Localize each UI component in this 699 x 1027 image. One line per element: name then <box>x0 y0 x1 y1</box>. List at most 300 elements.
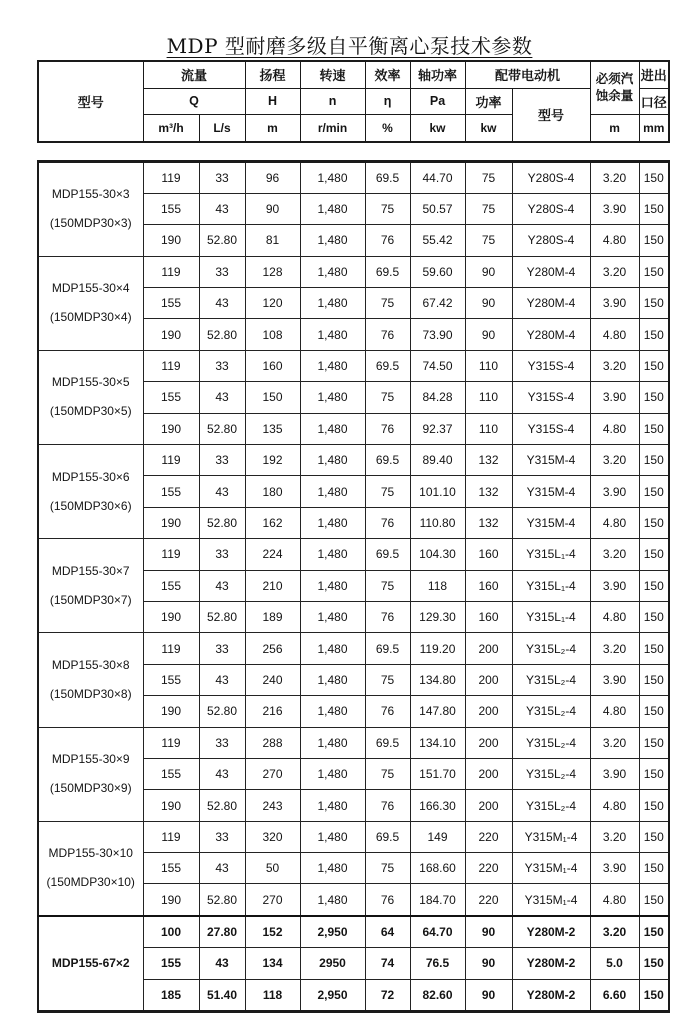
data-cell: 160 <box>465 570 512 601</box>
pump-model: MDP155-30×5 <box>51 375 130 390</box>
data-cell: 1,480 <box>300 884 365 916</box>
data-cell: 155 <box>143 948 199 979</box>
data-cell: 119 <box>143 633 199 664</box>
data-cell: Y315S-4 <box>512 350 590 381</box>
data-cell: 59.60 <box>410 256 465 287</box>
data-cell: 75 <box>365 758 410 789</box>
data-cell: 180 <box>245 476 300 507</box>
data-cell: 220 <box>465 853 512 884</box>
pump-model-cell <box>38 161 143 256</box>
data-cell: 52.80 <box>199 319 245 350</box>
unit-head-m: m <box>245 115 300 142</box>
data-cell: 43 <box>199 570 245 601</box>
data-cell: 69.5 <box>365 633 410 664</box>
data-cell: 100 <box>143 916 199 948</box>
data-cell: 3.90 <box>590 476 639 507</box>
data-cell: 190 <box>143 884 199 916</box>
data-cell: 69.5 <box>365 161 410 193</box>
data-cell: 1,480 <box>300 601 365 632</box>
data-cell: 52.80 <box>199 884 245 916</box>
data-cell: 1,480 <box>300 445 365 476</box>
data-cell: 1,480 <box>300 758 365 789</box>
data-cell: 150 <box>639 790 669 821</box>
data-cell: 190 <box>143 790 199 821</box>
data-cell: 150 <box>639 821 669 852</box>
data-cell: 69.5 <box>365 256 410 287</box>
data-cell: 3.90 <box>590 853 639 884</box>
data-cell: 69.5 <box>365 821 410 852</box>
data-cell: 155 <box>143 193 199 224</box>
data-cell: 90 <box>465 319 512 350</box>
data-cell: 119 <box>143 539 199 570</box>
data-cell: 1,480 <box>300 225 365 256</box>
data-cell: 52.80 <box>199 601 245 632</box>
data-cell: 82.60 <box>410 979 465 1011</box>
data-cell: 220 <box>465 884 512 916</box>
data-cell: 119 <box>143 350 199 381</box>
data-cell: Y315L₁-4 <box>512 601 590 632</box>
npsh-label-line1: 必须汽 <box>595 72 634 86</box>
data-cell: 1,480 <box>300 161 365 193</box>
data-cell: 2,950 <box>300 916 365 948</box>
data-cell: 3.20 <box>590 821 639 852</box>
data-cell: 74 <box>365 948 410 979</box>
unit-m3h: m³/h <box>143 115 199 142</box>
data-cell: 3.90 <box>590 758 639 789</box>
data-cell: 119.20 <box>410 633 465 664</box>
data-cell: 256 <box>245 633 300 664</box>
data-cell: 67.42 <box>410 288 465 319</box>
data-cell: Y315L₂-4 <box>512 727 590 758</box>
data-cell: 155 <box>143 758 199 789</box>
data-cell: 43 <box>199 382 245 413</box>
data-cell: 190 <box>143 319 199 350</box>
data-cell: 200 <box>465 696 512 727</box>
data-cell: 135 <box>245 413 300 444</box>
data-cell: 81 <box>245 225 300 256</box>
data-cell: 134 <box>245 948 300 979</box>
data-cell: 76 <box>365 601 410 632</box>
data-cell: 76 <box>365 696 410 727</box>
data-cell: Y315L₂-4 <box>512 664 590 695</box>
data-cell: 33 <box>199 161 245 193</box>
data-cell: 150 <box>639 696 669 727</box>
data-cell: 33 <box>199 445 245 476</box>
data-cell: 150 <box>639 413 669 444</box>
col-header-flow: 流量 <box>143 61 245 88</box>
data-cell: 119 <box>143 821 199 852</box>
pump-model-cell <box>38 633 143 727</box>
data-cell: 75 <box>365 288 410 319</box>
col-header-flow-symbol: Q <box>143 88 245 115</box>
data-cell: 90 <box>465 916 512 948</box>
data-cell: 150 <box>639 350 669 381</box>
pump-model-alias: (150MDP30×6) <box>49 498 132 513</box>
data-cell: 2950 <box>300 948 365 979</box>
data-cell: 192 <box>245 445 300 476</box>
data-cell: Y315L₂-4 <box>512 758 590 789</box>
npsh-label-line2: 蚀余量 <box>595 89 634 103</box>
data-cell: 52.80 <box>199 413 245 444</box>
data-cell: 89.40 <box>410 445 465 476</box>
data-cell: 150 <box>639 570 669 601</box>
data-cell: 43 <box>199 193 245 224</box>
pump-model-alias: (150MDP30×4) <box>49 310 132 325</box>
pump-model: MDP155-30×3 <box>51 187 130 202</box>
data-cell: 4.80 <box>590 507 639 538</box>
col-header-efficiency-symbol: η <box>365 88 410 115</box>
col-header-head: 扬程 <box>245 61 300 88</box>
table-row <box>38 633 669 664</box>
data-cell: 119 <box>143 727 199 758</box>
col-header-efficiency: 效率 <box>365 61 410 88</box>
data-cell: 200 <box>465 664 512 695</box>
data-cell: 73.90 <box>410 319 465 350</box>
data-cell: 76 <box>365 507 410 538</box>
data-cell: 166.30 <box>410 790 465 821</box>
data-cell: 162 <box>245 507 300 538</box>
data-cell: Y315M₁-4 <box>512 884 590 916</box>
data-cell: 155 <box>143 853 199 884</box>
col-header-shaft-power-symbol: Pa <box>410 88 465 115</box>
data-cell: 240 <box>245 664 300 695</box>
data-cell: 150 <box>639 507 669 538</box>
pump-model-alias: (150MDP30×5) <box>49 404 132 419</box>
data-cell: 190 <box>143 507 199 538</box>
table-row <box>38 727 669 758</box>
unit-ls: L/s <box>199 115 245 142</box>
data-cell: 72 <box>365 979 410 1011</box>
data-cell: 6.60 <box>590 979 639 1011</box>
data-cell: 64.70 <box>410 916 465 948</box>
data-cell: 51.40 <box>199 979 245 1011</box>
data-cell: 75 <box>365 570 410 601</box>
data-cell: 1,480 <box>300 633 365 664</box>
data-cell: 2,950 <box>300 979 365 1011</box>
data-cell: 108 <box>245 319 300 350</box>
data-cell: 43 <box>199 476 245 507</box>
data-cell: Y315L₂-4 <box>512 696 590 727</box>
data-cell: 150 <box>639 319 669 350</box>
data-cell: 76 <box>365 413 410 444</box>
spec-table-header <box>37 60 670 143</box>
data-cell: 132 <box>465 476 512 507</box>
data-cell: 43 <box>199 288 245 319</box>
data-cell: 76 <box>365 225 410 256</box>
col-header-port-line1: 进出 <box>639 61 669 88</box>
data-cell: Y280S-4 <box>512 193 590 224</box>
data-cell: 185 <box>143 979 199 1011</box>
data-cell: Y280M-2 <box>512 916 590 948</box>
data-cell: 92.37 <box>410 413 465 444</box>
data-cell: 150 <box>639 948 669 979</box>
data-cell: 149 <box>410 821 465 852</box>
data-cell: 55.42 <box>410 225 465 256</box>
table-row <box>38 821 669 852</box>
data-cell: 119 <box>143 445 199 476</box>
data-cell: 90 <box>465 979 512 1011</box>
data-cell: 43 <box>199 853 245 884</box>
data-cell: 119 <box>143 256 199 287</box>
data-cell: 155 <box>143 664 199 695</box>
data-cell: 33 <box>199 256 245 287</box>
page-title <box>0 33 699 59</box>
data-cell: 1,480 <box>300 853 365 884</box>
data-cell: 52.80 <box>199 507 245 538</box>
data-cell: 150 <box>639 853 669 884</box>
col-header-shaft-power: 轴功率 <box>410 61 465 88</box>
col-header-port-line2: 口径 <box>639 88 669 115</box>
data-cell: 155 <box>143 476 199 507</box>
data-cell: 110 <box>465 382 512 413</box>
data-cell: 33 <box>199 633 245 664</box>
data-cell: 1,480 <box>300 727 365 758</box>
data-cell: 151.70 <box>410 758 465 789</box>
data-cell: 200 <box>465 727 512 758</box>
data-cell: 69.5 <box>365 539 410 570</box>
table-row <box>38 350 669 381</box>
data-cell: 110 <box>465 413 512 444</box>
data-cell: 75 <box>465 161 512 193</box>
col-header-npsh <box>590 61 639 115</box>
data-cell: 190 <box>143 601 199 632</box>
data-cell: 1,480 <box>300 539 365 570</box>
pump-model-alias: (150MDP30×8) <box>49 686 132 701</box>
data-cell: 150 <box>639 256 669 287</box>
data-cell: 75 <box>365 664 410 695</box>
spec-table <box>37 160 670 1014</box>
data-cell: Y280M-2 <box>512 948 590 979</box>
data-cell: 168.60 <box>410 853 465 884</box>
data-cell: 90 <box>465 948 512 979</box>
data-cell: 110 <box>465 350 512 381</box>
unit-shaft-kw: kw <box>410 115 465 142</box>
pump-model: MDP155-30×9 <box>51 752 130 767</box>
data-cell: 150 <box>639 633 669 664</box>
data-cell: 3.20 <box>590 727 639 758</box>
data-cell: 184.70 <box>410 884 465 916</box>
pump-model-cell <box>38 821 143 916</box>
data-cell: 216 <box>245 696 300 727</box>
data-cell: 150 <box>639 476 669 507</box>
data-cell: 50.57 <box>410 193 465 224</box>
data-cell: 147.80 <box>410 696 465 727</box>
data-cell: 3.20 <box>590 445 639 476</box>
table-row <box>38 539 669 570</box>
data-cell: 43 <box>199 948 245 979</box>
data-cell: 150 <box>639 539 669 570</box>
data-cell: 150 <box>639 727 669 758</box>
data-cell: 75 <box>365 853 410 884</box>
col-header-motor: 配带电动机 <box>465 61 590 88</box>
data-cell: 150 <box>639 193 669 224</box>
data-cell: 69.5 <box>365 727 410 758</box>
data-cell: 200 <box>465 633 512 664</box>
data-cell: 288 <box>245 727 300 758</box>
data-cell: 224 <box>245 539 300 570</box>
data-cell: 3.20 <box>590 161 639 193</box>
data-cell: 3.90 <box>590 288 639 319</box>
col-header-speed: 转速 <box>300 61 365 88</box>
data-cell: Y280S-4 <box>512 161 590 193</box>
data-cell: Y315S-4 <box>512 382 590 413</box>
pump-model-alias: (150MDP30×9) <box>49 781 132 796</box>
data-cell: 160 <box>245 350 300 381</box>
data-cell: 150 <box>639 161 669 193</box>
data-cell: Y315S-4 <box>512 413 590 444</box>
data-cell: 4.80 <box>590 884 639 916</box>
data-cell: 320 <box>245 821 300 852</box>
data-cell: 243 <box>245 790 300 821</box>
data-cell: Y315L₁-4 <box>512 570 590 601</box>
data-cell: 52.80 <box>199 696 245 727</box>
pump-model: MDP155-30×4 <box>51 281 130 296</box>
data-cell: 33 <box>199 539 245 570</box>
data-cell: 90 <box>245 193 300 224</box>
data-cell: 3.90 <box>590 570 639 601</box>
data-cell: 44.70 <box>410 161 465 193</box>
data-cell: Y315L₂-4 <box>512 790 590 821</box>
data-cell: 150 <box>639 288 669 319</box>
data-cell: 1,480 <box>300 476 365 507</box>
data-cell: 134.80 <box>410 664 465 695</box>
data-cell: 190 <box>143 413 199 444</box>
unit-mm: mm <box>639 115 669 142</box>
data-cell: 75 <box>365 382 410 413</box>
data-cell: 90 <box>465 288 512 319</box>
data-cell: 150 <box>639 601 669 632</box>
data-cell: Y280M-4 <box>512 288 590 319</box>
data-cell: 118 <box>410 570 465 601</box>
spec-table-body <box>38 161 669 1012</box>
data-cell: 4.80 <box>590 225 639 256</box>
data-cell: 4.80 <box>590 413 639 444</box>
data-cell: 110.80 <box>410 507 465 538</box>
unit-npsh-m: m <box>590 115 639 142</box>
table-row <box>38 445 669 476</box>
unit-rpm: r/min <box>300 115 365 142</box>
data-cell: Y315M₁-4 <box>512 821 590 852</box>
data-cell: 200 <box>465 790 512 821</box>
data-cell: 152 <box>245 916 300 948</box>
data-cell: 3.90 <box>590 193 639 224</box>
pump-model-alias: (150MDP30×3) <box>49 216 132 231</box>
data-cell: 101.10 <box>410 476 465 507</box>
pump-model-cell <box>38 256 143 350</box>
data-cell: 160 <box>465 601 512 632</box>
pump-model-alias: (150MDP30×10) <box>46 875 135 890</box>
data-cell: 160 <box>465 539 512 570</box>
data-cell: 5.0 <box>590 948 639 979</box>
data-cell: 1,480 <box>300 570 365 601</box>
data-cell: 96 <box>245 161 300 193</box>
data-cell: 4.80 <box>590 790 639 821</box>
pump-model-alias: (150MDP30×7) <box>49 592 132 607</box>
data-cell: 1,480 <box>300 821 365 852</box>
data-cell: 128 <box>245 256 300 287</box>
data-cell: 76 <box>365 790 410 821</box>
data-cell: 150 <box>639 884 669 916</box>
data-cell: 270 <box>245 884 300 916</box>
data-cell: 33 <box>199 821 245 852</box>
data-cell: 155 <box>143 382 199 413</box>
col-header-motor-model: 型号 <box>512 88 590 142</box>
page-title-text: MDP 型耐磨多级自平衡离心泵技术参数 <box>166 34 533 58</box>
pump-model: MDP155-30×7 <box>51 563 130 578</box>
pump-model-cell <box>38 727 143 821</box>
data-cell: 76 <box>365 319 410 350</box>
data-cell: 119 <box>143 161 199 193</box>
data-cell: 104.30 <box>410 539 465 570</box>
data-cell: Y315M₁-4 <box>512 853 590 884</box>
data-cell: Y315M-4 <box>512 445 590 476</box>
data-cell: 200 <box>465 758 512 789</box>
data-cell: 210 <box>245 570 300 601</box>
unit-percent: % <box>365 115 410 142</box>
data-cell: 120 <box>245 288 300 319</box>
data-cell: 132 <box>465 507 512 538</box>
data-cell: Y280M-4 <box>512 256 590 287</box>
data-cell: 75 <box>365 193 410 224</box>
data-cell: 33 <box>199 350 245 381</box>
data-cell: 76 <box>365 884 410 916</box>
col-header-head-symbol: H <box>245 88 300 115</box>
data-cell: 220 <box>465 821 512 852</box>
data-cell: 150 <box>639 225 669 256</box>
data-cell: Y315L₂-4 <box>512 633 590 664</box>
data-cell: 1,480 <box>300 413 365 444</box>
pump-model-cell <box>38 916 143 1012</box>
data-cell: 43 <box>199 758 245 789</box>
pump-model: MDP155-30×6 <box>51 469 130 484</box>
page <box>0 33 699 1027</box>
data-cell: 33 <box>199 727 245 758</box>
data-cell: 150 <box>639 664 669 695</box>
data-cell: 150 <box>639 979 669 1011</box>
data-cell: 134.10 <box>410 727 465 758</box>
data-cell: 52.80 <box>199 225 245 256</box>
data-cell: 1,480 <box>300 319 365 350</box>
pump-model: MDP155-30×8 <box>51 657 130 672</box>
pump-model-cell <box>38 539 143 633</box>
data-cell: 3.20 <box>590 350 639 381</box>
data-cell: Y280M-4 <box>512 319 590 350</box>
data-cell: 69.5 <box>365 350 410 381</box>
data-cell: 4.80 <box>590 696 639 727</box>
data-cell: 1,480 <box>300 790 365 821</box>
data-cell: 190 <box>143 225 199 256</box>
data-cell: 129.30 <box>410 601 465 632</box>
data-cell: 1,480 <box>300 193 365 224</box>
data-cell: 3.20 <box>590 916 639 948</box>
data-cell: 3.20 <box>590 633 639 664</box>
col-header-pump-model: 型号 <box>38 61 143 142</box>
data-cell: 64 <box>365 916 410 948</box>
data-cell: 76.5 <box>410 948 465 979</box>
data-cell: 1,480 <box>300 350 365 381</box>
data-cell: 1,480 <box>300 696 365 727</box>
data-cell: 43 <box>199 664 245 695</box>
data-cell: 155 <box>143 570 199 601</box>
col-header-motor-power: 功率 <box>465 88 512 115</box>
pump-model-cell <box>38 350 143 444</box>
data-cell: 1,480 <box>300 507 365 538</box>
data-cell: 1,480 <box>300 256 365 287</box>
data-cell: 3.20 <box>590 256 639 287</box>
data-cell: 155 <box>143 288 199 319</box>
data-cell: 4.80 <box>590 601 639 632</box>
data-cell: 189 <box>245 601 300 632</box>
